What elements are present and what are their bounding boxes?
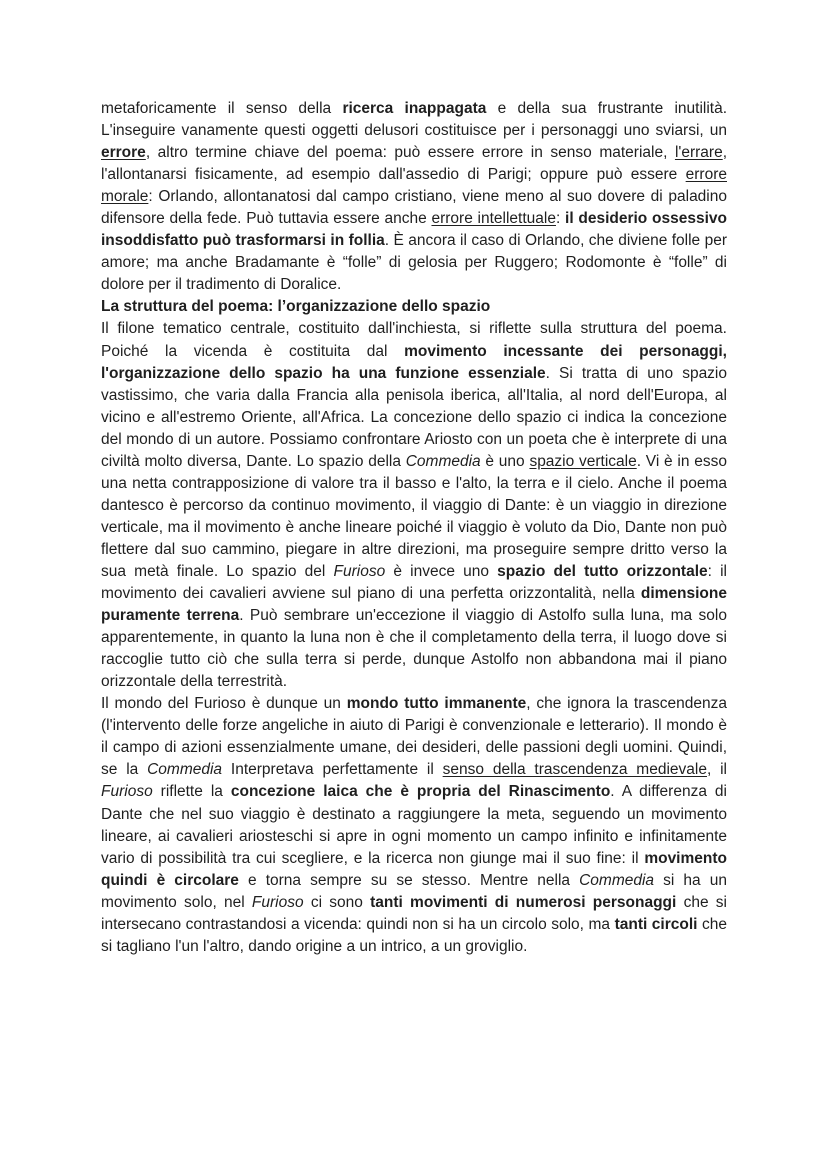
paragraph [101, 98, 727, 296]
text-run: Furioso [101, 783, 153, 801]
text-run: metaforicamente il senso della [101, 100, 343, 117]
text-run: mondo tutto immanente [346, 695, 527, 713]
text-run: Commedia [579, 871, 655, 889]
text-run: Furioso [333, 562, 386, 580]
text-run: senso della trascendenza medievale [442, 761, 707, 779]
text-run: , che ignora la trascendenza (l'intervento delle forze angeliche in aiuto di Parigi è convenzionale e letterario). Il mondo è il campo di azioni essenzialmente umane, dei desideri, delle passioni degli uomini. Quindi, se la [101, 695, 727, 779]
text-run: si ha un movimento solo, nel [101, 871, 727, 911]
text-run: errore morale [101, 166, 727, 206]
text-run: Commedia [147, 761, 223, 779]
text-run: . È ancora il caso di Orlando, che diviene folle per amore; ma anche Bradamante è “folle” di gelosia per Ruggero; Rodomonte è “folle” di dolore per il tradimento di Doralice. [101, 232, 727, 294]
text-run: . Vi è in esso una netta contrapposizione di valore tra il basso e l'alto, la terra e il cielo. Anche il poema dantesco è percorso da continuo movimento, il viaggio di Dante: è un viaggio in direzione verticale, ma il movimento è anche lineare poiché il viaggio è voluto da Dio, Dante non può flettere dal suo cammino, piegare in altre direzioni, ma proseguire sempre dritto verso la sua metà finale. Lo spazio del [101, 452, 727, 580]
text-run: è invece uno [385, 562, 498, 580]
text-run: errore [101, 144, 146, 162]
text-run: movimento quindi è circolare [101, 849, 727, 889]
text-run: , l'allontanarsi fisicamente, ad esempio dall'assedio di Parigi; oppure può essere [101, 144, 727, 184]
text-run: riflette la [152, 783, 231, 801]
text-run: che si tagliano l'un l'altro, dando origine a un intrico, a un groviglio. [101, 915, 727, 955]
text-run: ci sono [303, 893, 371, 911]
text-run: , altro termine chiave del poema: può essere errore in senso materiale, [145, 144, 675, 162]
document-body [101, 98, 727, 958]
text-run: . Può sembrare un'eccezione il viaggio di Astolfo sulla luna, ma solo apparentemente, in quanto la luna non è che il completamento della terra, il luogo dove si raccoglie tutto ciò che sulla terra si perde, dunque Astolfo non abbandona mai il piano orizzontale della terrestrità. [101, 607, 727, 691]
text-run: : Orlando, allontanatosi dal campo cristiano, viene meno al suo dovere di paladino difensore della fede. Può tuttavia essere anche [101, 188, 727, 228]
text-run: errore intellettuale [431, 210, 556, 228]
text-run: e della sua frustrante inutilità. L'inseguire vanamente questi oggetti delusori costituisce per i personaggi uno sviarsi, un [101, 100, 728, 140]
paragraph [101, 693, 727, 958]
text-run: spazio del tutto orizzontale [497, 562, 708, 580]
text-run: il desiderio ossessivo insoddisfatto può trasformarsi in follia [101, 210, 727, 250]
text-run: è uno [480, 452, 530, 470]
text-run: : [555, 210, 566, 228]
text-run: : il movimento dei cavalieri avviene sul piano di una perfetta orizzontalità, nella [101, 562, 727, 603]
text-run: Commedia [405, 452, 481, 470]
text-run: ricerca inappagata [342, 100, 487, 117]
text-run: Interpretava perfettamente il [222, 761, 443, 779]
text-run: . A differenza di Dante che nel suo viaggio è destinato a raggiungere la meta, seguendo un movimento lineare, ai cavalieri ariosteschi si apre in ogni momento un campo infinito e infinitamente vario di possibilità tra cui scegliere, e la ricerca non giunge mai il suo fine: il [101, 783, 727, 867]
text-run: dimensione puramente terrena [101, 585, 727, 625]
text-run: . Si tratta di uno spazio vastissimo, che varia dalla Francia alla penisola iberica, all'Italia, al nord dell'Europa, al vicino e all'estremo Oriente, all'Africa. La concezione dello spazio ci indica la concezione del mondo di un autore. Possiamo confrontare Ariosto con un poeta che è interprete di una civiltà molto diversa, Dante. Lo spazio della [101, 364, 727, 470]
section-heading: La struttura del poema: l’organizzazione dello spazio [101, 298, 491, 316]
paragraph [101, 318, 727, 693]
text-run: tanti circoli [614, 915, 698, 933]
text-run: spazio verticale [529, 452, 637, 470]
text-run: movimento incessante dei personaggi, l'organizzazione dello spazio ha una funzione essenziale [101, 342, 727, 382]
text-run: che si intersecano contrastandosi a vicenda: quindi non si ha un circolo solo, ma [101, 893, 727, 933]
text-run: Il filone tematico centrale, costituito dall'inchiesta, si riflette sulla struttura del poema. Poiché la vicenda è costituita dal [101, 320, 727, 360]
text-run: e torna sempre su se stesso. Mentre nella [238, 871, 580, 889]
text-run: Il mondo del Furioso è dunque un [101, 695, 347, 713]
text-run: Furioso [251, 893, 304, 911]
text-run: tanti movimenti di numerosi personaggi [370, 893, 677, 911]
text-run: l'errare [674, 144, 723, 162]
text-run: , il [706, 761, 727, 779]
text-run: concezione laica che è propria del Rinascimento [230, 783, 611, 801]
